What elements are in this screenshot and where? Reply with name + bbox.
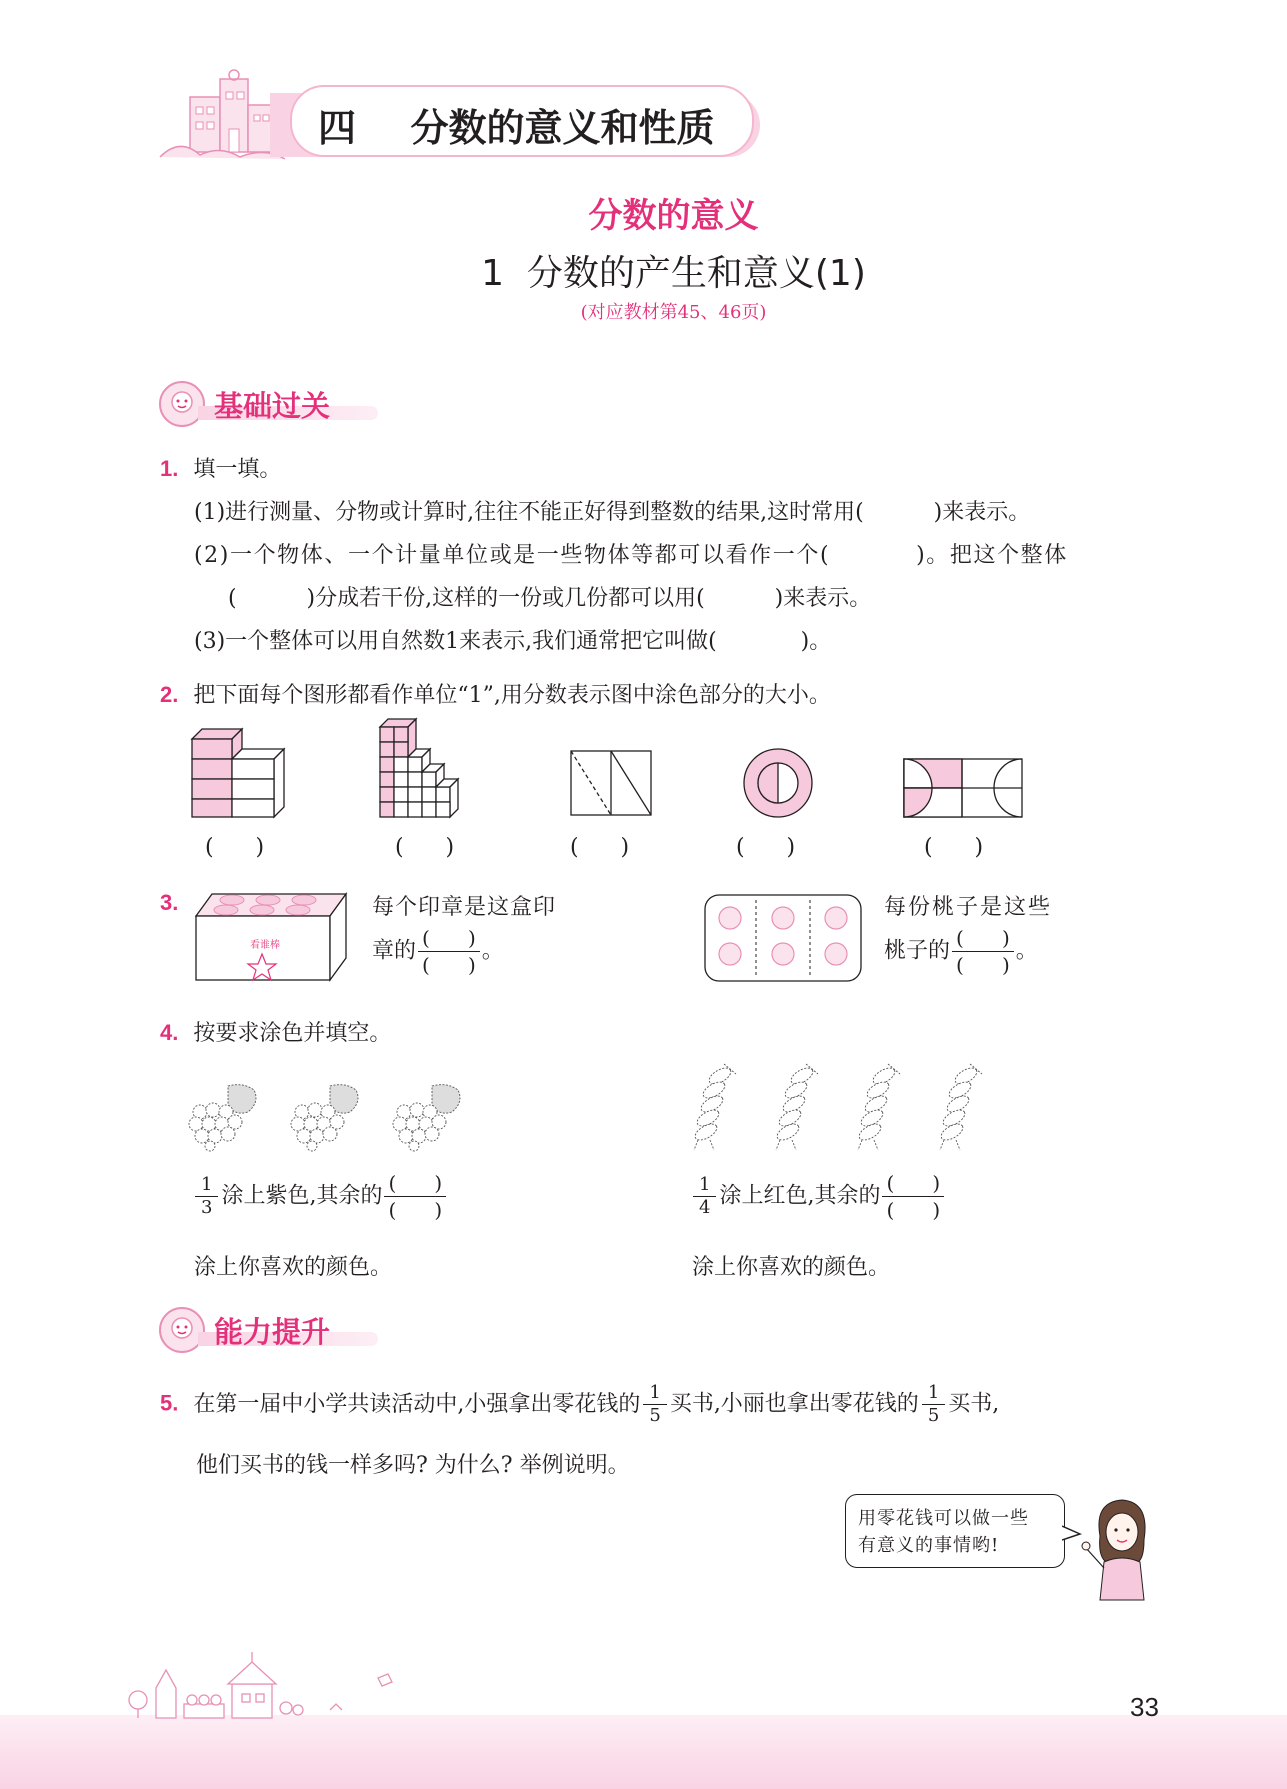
q3-right-line-1: 每份桃子是这些	[884, 895, 1053, 920]
bubble-line-2: 有意义的事情哟!	[858, 1535, 1000, 1556]
grapes-illustration	[188, 1082, 498, 1152]
denominator: 5	[649, 1405, 661, 1426]
q1-line-4: (3)一个整体可以用自然数1来表示,我们通常把它叫做( )。	[194, 629, 832, 654]
numerator: 1	[693, 1174, 716, 1197]
question-number: 4.	[160, 1020, 179, 1045]
question-5-line-1	[160, 1382, 999, 1427]
question-3-number: 3.	[160, 890, 179, 915]
question-number: 5.	[160, 1390, 179, 1416]
q4-right-line-2: 涂上你喜欢的颜色。	[692, 1255, 891, 1280]
bubble-tail	[1062, 1524, 1082, 1544]
chapter-heading	[318, 97, 715, 152]
q5-part-1: 在第一届中小学共读活动中,小强拿出零花钱的	[193, 1391, 641, 1417]
numerator: 1	[643, 1382, 666, 1405]
bubble-line-1: 用零花钱可以做一些	[858, 1508, 1029, 1529]
girl-illustration	[1080, 1496, 1160, 1602]
chapter-number: 四	[318, 106, 357, 150]
period: 。	[481, 938, 504, 964]
answer-blank-4[interactable]: ( )	[736, 835, 796, 860]
q1-line-2: (2)一个物体、一个计量单位或是一些物体等都可以看作一个( )。把这个整体	[194, 543, 1068, 568]
fraction-blank[interactable]	[418, 925, 480, 978]
section-label-basic	[158, 380, 388, 428]
question-stem: 按要求涂色并填空。	[193, 1021, 392, 1046]
denominator: 3	[201, 1197, 213, 1218]
period: 。	[1015, 938, 1038, 964]
teacher-avatar-icon	[158, 380, 206, 428]
question-stem: 把下面每个图形都看作单位“1”,用分数表示图中涂色部分的大小。	[193, 683, 831, 708]
figure-rectangle-5	[900, 755, 1026, 820]
question-2	[160, 678, 831, 709]
answer-blank-1[interactable]: ( )	[205, 835, 265, 860]
numerator: 1	[922, 1382, 945, 1405]
numerator-blank[interactable]: ( )	[882, 1170, 944, 1197]
stamp-text: 看谁棒	[250, 940, 280, 951]
lesson-title: 1 分数的产生和意义(1)	[481, 253, 866, 294]
fraction	[922, 1382, 945, 1427]
numerator-blank[interactable]: ( )	[384, 1170, 446, 1197]
figure-blocks-1	[188, 725, 298, 820]
q3-left-line-1: 每个印章是这盒印	[372, 895, 557, 920]
denominator-blank[interactable]: ( )	[388, 1198, 443, 1222]
section-ability-text: 能力提升	[214, 1315, 331, 1349]
q4-right-text: 涂上红色,其余的	[719, 1183, 881, 1209]
denominator-blank[interactable]: ( )	[886, 1198, 941, 1222]
q3-left-prefix: 章的	[372, 938, 417, 964]
answer-blank-2[interactable]: ( )	[395, 835, 455, 860]
building-illustration	[150, 67, 290, 167]
denominator-blank[interactable]: ( )	[956, 953, 1010, 977]
figure-staircase-2	[374, 715, 484, 820]
q4-left-line-2: 涂上你喜欢的颜色。	[194, 1255, 393, 1280]
q3-right-prefix: 桃子的	[884, 938, 951, 964]
section-label-ability	[158, 1306, 388, 1354]
q1-line-1: (1)进行测量、分物或计算时,往往不能正好得到整数的结果,这时常用( )来表示。	[194, 500, 1031, 525]
fraction-blank[interactable]	[882, 1170, 944, 1223]
q3-right-line-2	[884, 925, 1038, 978]
footer-band	[0, 1715, 1287, 1789]
q5-part-2: 买书,小丽也拿出零花钱的	[669, 1391, 919, 1417]
figure-square-3	[568, 748, 654, 820]
page-number: 33	[1130, 1692, 1159, 1722]
q3-left-line-2	[372, 925, 504, 978]
fraction	[643, 1382, 666, 1427]
teacher-avatar-icon	[158, 1306, 206, 1354]
question-number: 2.	[160, 682, 179, 707]
figure-ring-4	[740, 745, 816, 821]
fraction-blank[interactable]	[384, 1170, 446, 1223]
stamp-box-illustration	[192, 888, 362, 983]
speech-bubble	[845, 1494, 1065, 1568]
numerator-blank[interactable]: ( )	[952, 925, 1014, 952]
numerator: 1	[195, 1174, 218, 1197]
q4-left-text: 涂上紫色,其余的	[221, 1183, 383, 1209]
question-4	[160, 1016, 391, 1047]
q4-left-line-1	[192, 1170, 448, 1223]
question-5-line-2: 他们买书的钱一样多吗? 为什么? 举例说明。	[196, 1453, 630, 1478]
chili-strings-illustration	[690, 1060, 1010, 1152]
answer-blank-3[interactable]: ( )	[570, 835, 630, 860]
section-title: 分数的意义	[588, 196, 759, 236]
question-stem: 填一填。	[193, 457, 282, 482]
fraction	[693, 1174, 716, 1219]
textbook-reference: (对应教材第45、46页)	[580, 302, 767, 323]
chapter-title: 分数的意义和性质	[410, 106, 715, 150]
fraction-blank[interactable]	[952, 925, 1014, 978]
denominator: 5	[927, 1405, 940, 1426]
peach-box-illustration	[702, 892, 864, 984]
q5-part-3: 买书,	[948, 1391, 1000, 1417]
footer-town-illustration	[120, 1648, 420, 1720]
denominator-blank[interactable]: ( )	[422, 953, 476, 977]
chapter-banner	[150, 85, 760, 163]
answer-blank-5[interactable]: ( )	[924, 835, 984, 860]
question-1	[160, 452, 281, 483]
denominator: 4	[699, 1197, 711, 1218]
numerator-blank[interactable]: ( )	[418, 925, 480, 952]
question-number: 1.	[160, 456, 179, 481]
q1-line-3: ( )分成若干份,这样的一份或几份都可以用( )来表示。	[228, 586, 872, 611]
section-basic-text: 基础过关	[214, 389, 331, 423]
q4-right-line-1	[690, 1170, 946, 1223]
fraction	[195, 1174, 218, 1219]
